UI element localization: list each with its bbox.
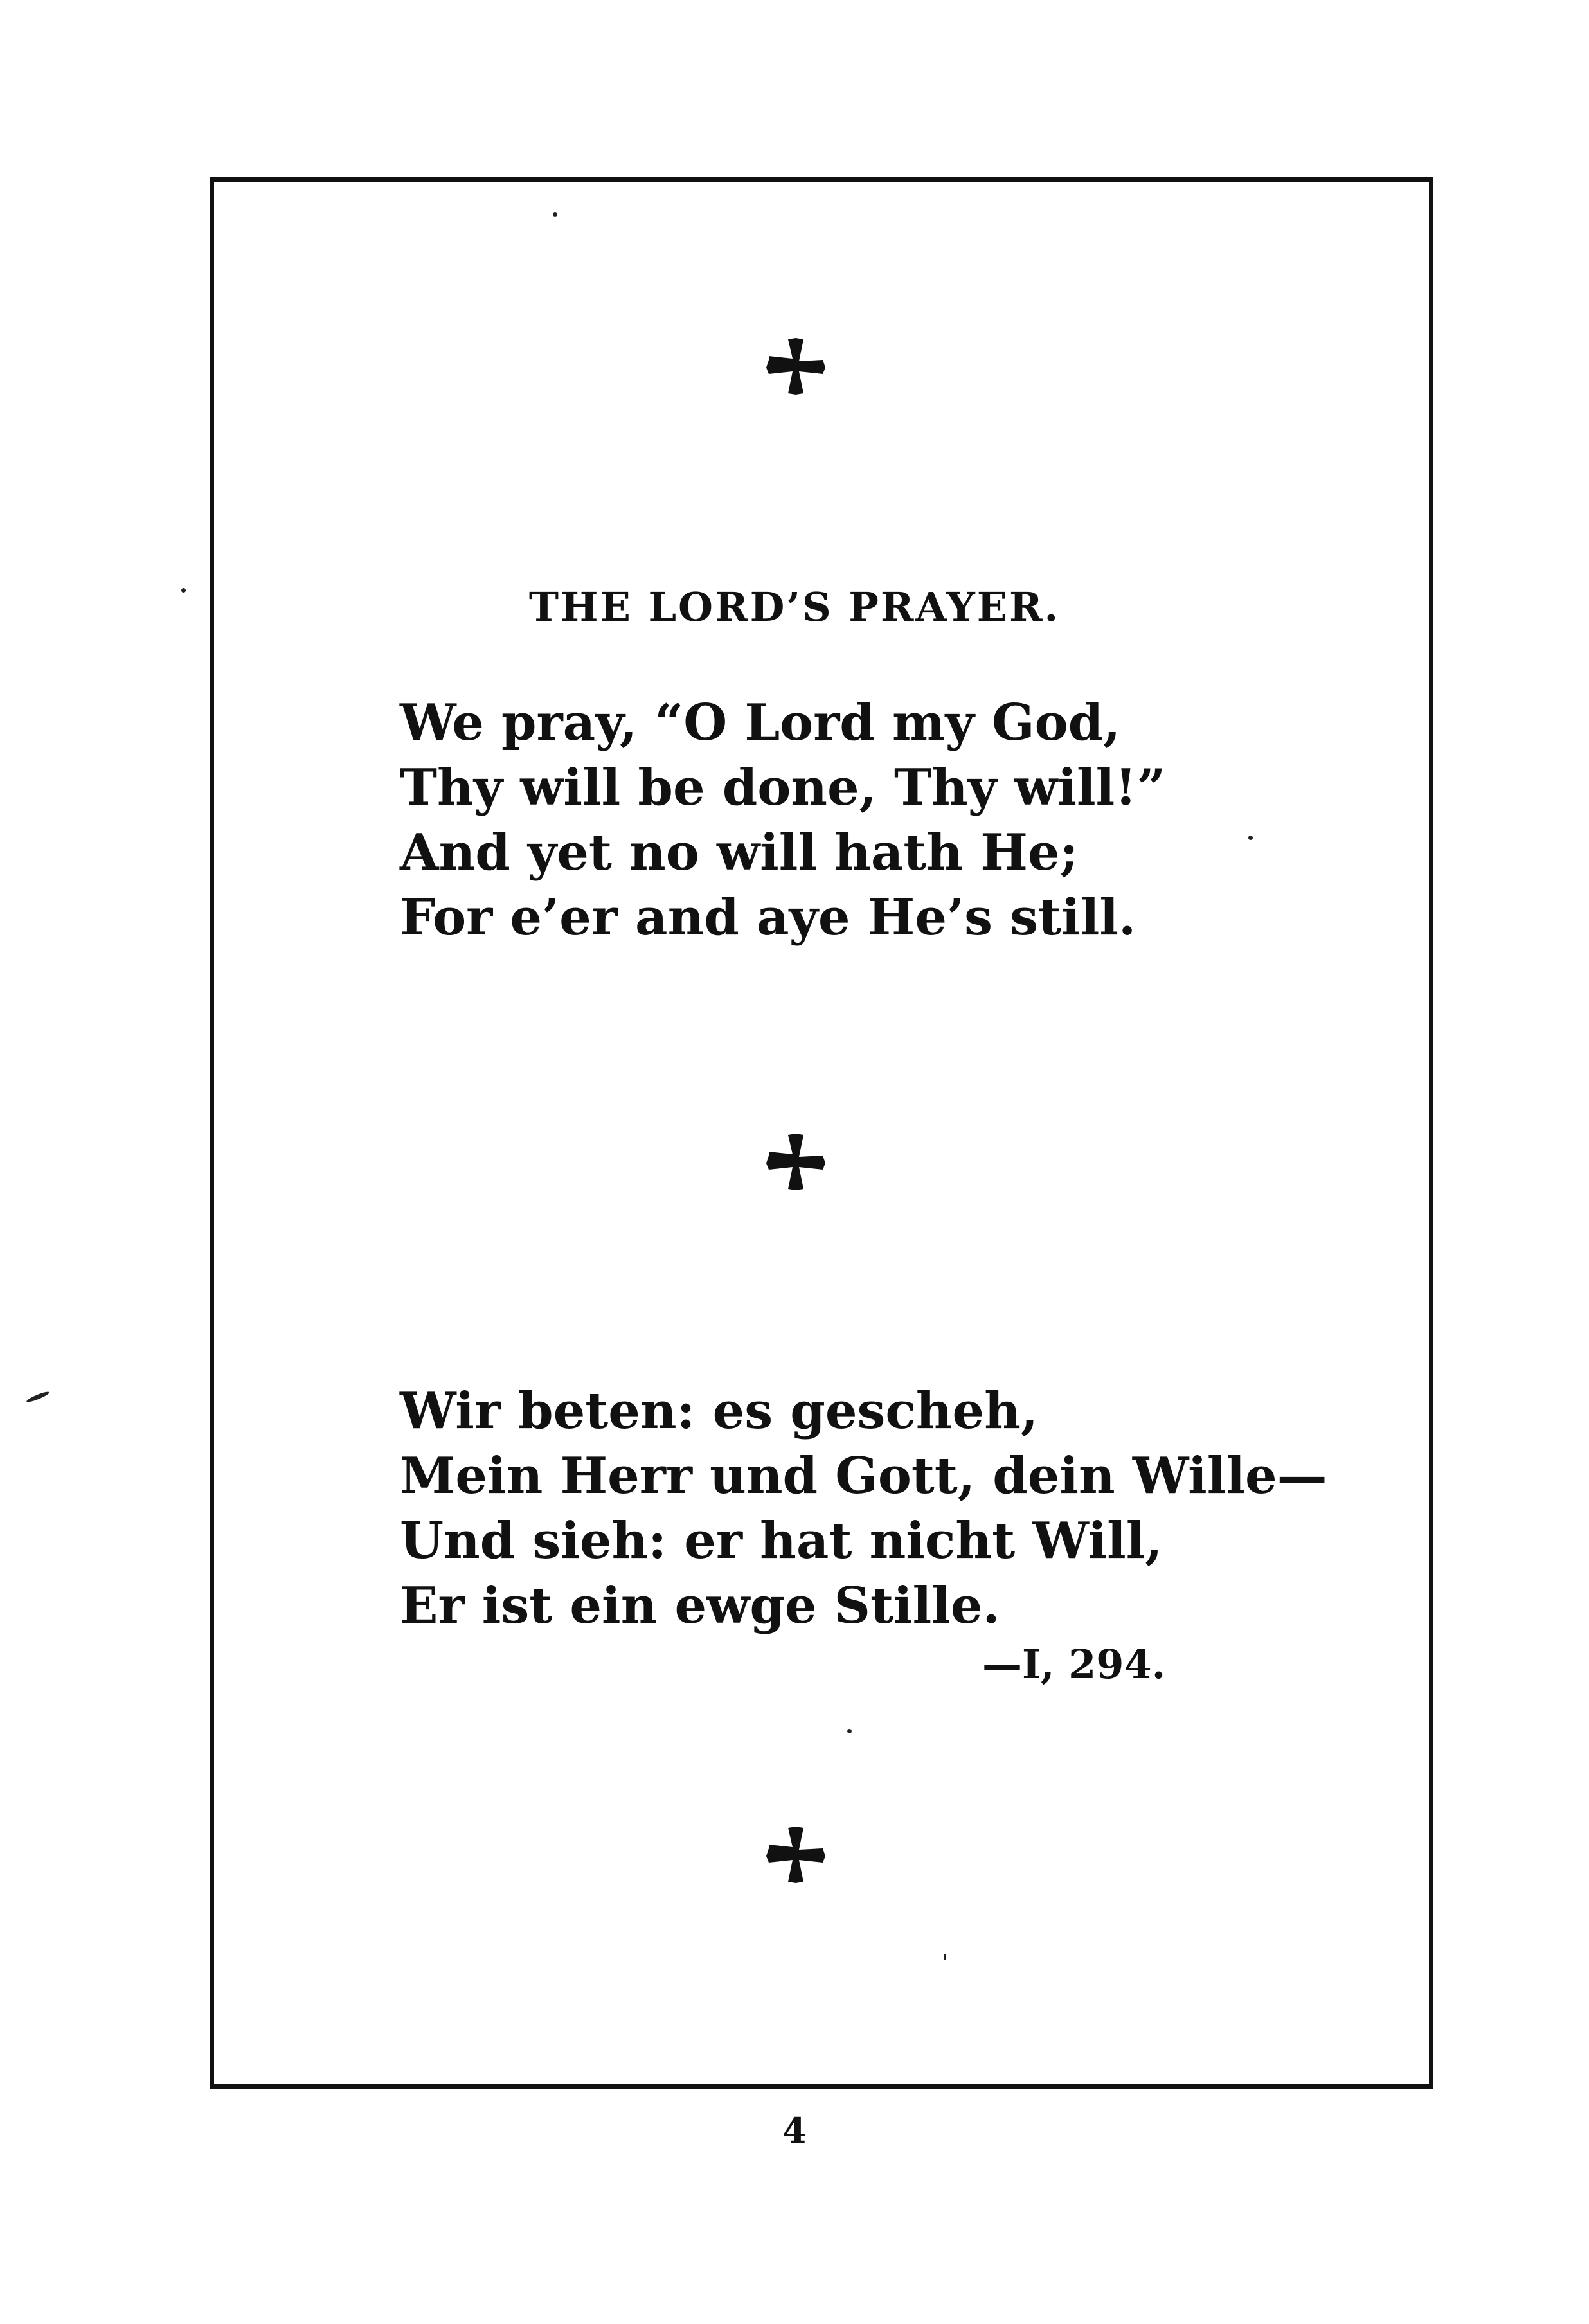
- scan-speck: [944, 1954, 946, 1960]
- scan-speck: [847, 1729, 852, 1733]
- verse-line: And yet no will hath He;: [400, 823, 1079, 882]
- verse-line: Thy will be done, Thy will!”: [400, 758, 1166, 817]
- scan-speck: [181, 588, 186, 593]
- cross-pattee-icon: [764, 1130, 828, 1194]
- scan-speck: [26, 1390, 50, 1404]
- scan-speck: [553, 212, 557, 217]
- source-reference: —I, 294.: [982, 1641, 1166, 1688]
- verse-line: Und sieh: er hat nicht Will,: [400, 1512, 1163, 1570]
- cross-pattee-icon: [764, 1823, 828, 1887]
- german-stanza: [400, 1379, 1327, 1638]
- poem-title: THE LORD’S PRAYER.: [528, 584, 1061, 630]
- page-number: 4: [782, 2110, 807, 2151]
- scan-speck: [1248, 836, 1253, 840]
- cross-pattee-icon: [764, 334, 828, 398]
- verse-line: Wir beten: es gescheh,: [400, 1382, 1039, 1440]
- english-stanza: [400, 690, 1165, 950]
- verse-line: Er ist ein ewge Stille.: [400, 1577, 1000, 1635]
- verse-line: We pray, “O Lord my God,: [400, 693, 1121, 752]
- verse-line: Mein Herr und Gott, dein Wille—: [400, 1447, 1327, 1505]
- verse-line: For e’er and aye He’s still.: [400, 888, 1136, 947]
